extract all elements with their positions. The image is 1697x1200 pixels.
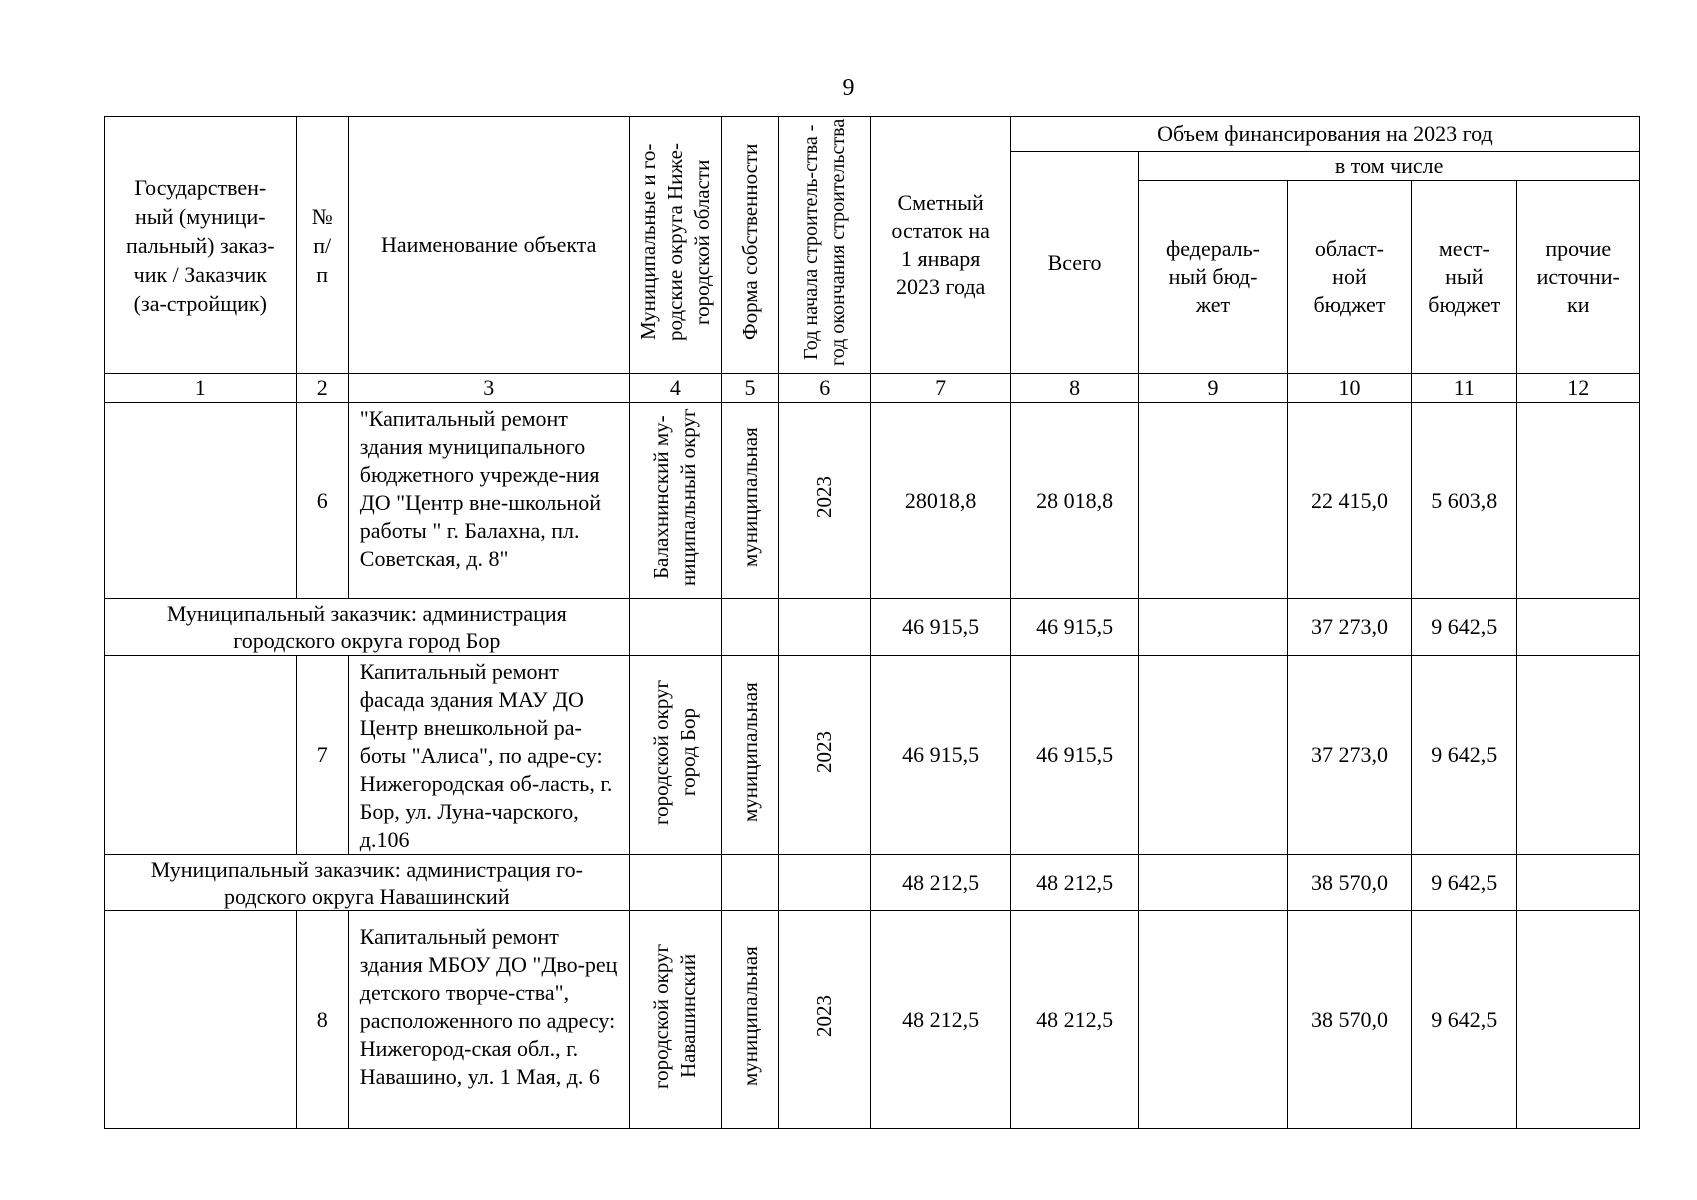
header-including: в том числе [1139,152,1640,181]
municipality-cell [629,855,721,911]
balance-cell: 46 915,5 [871,599,1010,656]
other-cell [1517,855,1640,911]
table-row [105,403,1640,599]
column-number: 4 [629,374,721,403]
customer-subtotal-row [105,855,1640,911]
column-number: 7 [871,374,1010,403]
balance-cell: 48 212,5 [871,911,1010,1129]
local-cell: 9 642,5 [1412,656,1517,855]
customer-name: Муниципальный заказчик: администрация го-родского округа Навашинский [105,855,630,911]
ownership-cell: муниципальная [721,911,778,1129]
row-number: 8 [296,911,348,1129]
customer-cell [105,656,297,855]
page-number: 9 [842,75,855,101]
customer-name: Муниципальный заказчик: администрация городского округа город Бор [105,599,630,656]
federal-cell [1139,403,1287,599]
header-municipality: Муниципальные и го-родские округа Ниже-городской области [629,117,721,374]
column-number: 10 [1287,374,1411,403]
column-number: 9 [1139,374,1287,403]
local-cell: 9 642,5 [1412,855,1517,911]
row-number: 6 [296,403,348,599]
municipality-cell: Балахнинский му-ниципальный округ [629,403,721,599]
federal-cell [1139,656,1287,855]
financing-table [104,116,1640,1129]
regional-cell: 22 415,0 [1287,403,1411,599]
column-number: 11 [1412,374,1517,403]
ownership-cell: муниципальная [721,656,778,855]
header-years: Год начала строитель-ства - год окончания строительства [779,117,871,374]
header-customer: Государствен-ный (муници-пальный) заказ-чик / Заказчик (за-стройщик) [105,117,297,374]
column-number: 3 [348,374,629,403]
column-numbers-row [105,374,1640,403]
object-name: Капитальный ремонт фасада здания МАУ ДО Центр внешкольной ра-боты "Алиса", по адре-су: Нижегородская об-ласть, г. Бор, ул. Луна-чарского, д.106 [348,656,629,855]
column-number: 8 [1010,374,1138,403]
header-funding: Объем финансирования на 2023 год [1010,117,1639,152]
federal-cell [1139,599,1287,656]
other-cell [1517,656,1640,855]
total-cell: 48 212,5 [1010,855,1138,911]
municipality-cell: городской округ город Бор [629,656,721,855]
customer-cell [105,911,297,1129]
table-row [105,911,1640,1129]
local-cell: 9 642,5 [1412,599,1517,656]
object-name: "Капитальный ремонт здания муниципального бюджетного учрежде-ния ДО "Центр вне-школьной работы " г. Балахна, пл. Советская, д. 8" [348,403,629,599]
year-cell [779,855,871,911]
column-number: 12 [1517,374,1640,403]
total-cell: 46 915,5 [1010,656,1138,855]
municipality-cell [629,599,721,656]
column-number: 5 [721,374,778,403]
header-no: № п/ п [296,117,348,374]
total-cell: 48 212,5 [1010,911,1138,1129]
header-total: Всего [1010,152,1138,374]
local-cell: 9 642,5 [1412,911,1517,1129]
municipality-cell: городской округ Навашинский [629,911,721,1129]
other-cell [1517,403,1640,599]
column-number: 1 [105,374,297,403]
local-cell: 5 603,8 [1412,403,1517,599]
object-name: Капитальный ремонт здания МБОУ ДО "Дво-рец детского творче-ства", расположенного по адресу: Нижегород-ская обл., г. Навашино, ул. 1 Мая, д. 6 [348,911,629,1129]
column-number: 6 [779,374,871,403]
federal-cell [1139,911,1287,1129]
table-row [105,656,1640,855]
year-cell: 2023 [779,403,871,599]
header-object-name: Наименование объекта [348,117,629,374]
header-federal: федераль-ный бюд-жет [1139,181,1287,374]
total-cell: 28 018,8 [1010,403,1138,599]
year-cell [779,599,871,656]
year-cell: 2023 [779,911,871,1129]
ownership-cell [721,855,778,911]
header-regional: област-ной бюджет [1287,181,1411,374]
regional-cell: 37 273,0 [1287,599,1411,656]
federal-cell [1139,855,1287,911]
balance-cell: 28018,8 [871,403,1010,599]
customer-subtotal-row [105,599,1640,656]
ownership-cell: муниципальная [721,403,778,599]
ownership-cell [721,599,778,656]
header-estimated-balance: Сметный остаток на 1 января 2023 года [871,117,1010,374]
regional-cell: 38 570,0 [1287,855,1411,911]
year-cell: 2023 [779,656,871,855]
header-other: прочие источни-ки [1517,181,1640,374]
total-cell: 46 915,5 [1010,599,1138,656]
regional-cell: 37 273,0 [1287,656,1411,855]
column-number: 2 [296,374,348,403]
regional-cell: 38 570,0 [1287,911,1411,1129]
balance-cell: 48 212,5 [871,855,1010,911]
header-ownership: Форма собственности [721,117,778,374]
other-cell [1517,911,1640,1129]
customer-cell [105,403,297,599]
other-cell [1517,599,1640,656]
balance-cell: 46 915,5 [871,656,1010,855]
row-number: 7 [296,656,348,855]
header-local: мест-ный бюджет [1412,181,1517,374]
header-row-1 [105,117,1640,152]
